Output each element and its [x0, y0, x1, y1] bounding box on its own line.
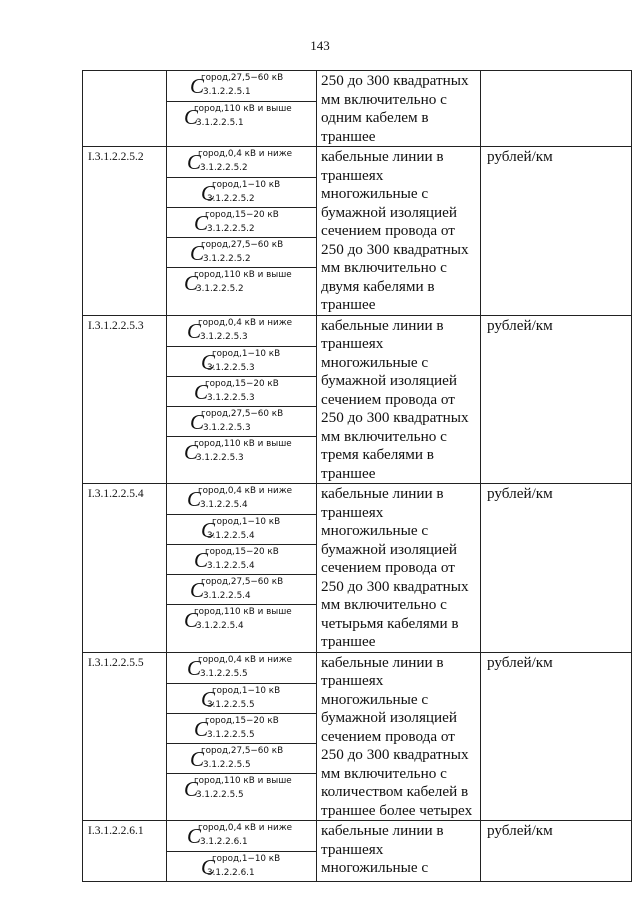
symbol-subscript: 3.1.2.2.5.3 [200, 331, 248, 342]
description-line: сечением провода от [321, 222, 455, 239]
table-row [83, 652, 632, 821]
symbol-superscript: город,110 кВ и выше [194, 270, 292, 280]
symbol-subscript: 3.1.2.2.5.2 [196, 284, 244, 294]
description-line: траншее [321, 464, 376, 482]
description [317, 71, 481, 147]
rate-symbol [167, 267, 316, 297]
symbol-subscript: 3.1.2.2.5.4 [200, 500, 248, 510]
description-line: 250 до 300 квадратных [321, 240, 469, 258]
description [317, 821, 481, 882]
symbol-letter: C [201, 181, 216, 205]
symbol-subscript: 3.1.2.2.5.3 [203, 422, 251, 433]
symbol-letter: C [201, 349, 216, 374]
description-line: двумя кабелями в [321, 277, 435, 295]
symbol-subscript: 3.1.2.2.5.4 [207, 561, 255, 571]
description-line: траншеях [321, 166, 384, 184]
symbol-superscript: город,15−20 кВ [205, 210, 279, 220]
rate-symbol [167, 544, 316, 574]
symbol-superscript: город,110 кВ и выше [194, 775, 292, 786]
description-line: сечением провода от [321, 390, 455, 408]
description-line: одним кабелем в [321, 109, 429, 126]
description-line: мм включительно с [321, 596, 447, 613]
symbol-subscript: 3.1.2.2.6.1 [200, 837, 248, 847]
description-line: мм включительно с [321, 90, 447, 108]
symbol-superscript: город,27,5−60 кВ [201, 408, 284, 419]
table-row [83, 147, 632, 316]
unit: рублей/км [481, 652, 632, 821]
table-row [83, 315, 632, 484]
rate-symbol [167, 484, 316, 514]
description-line: 250 до 300 квадратных [321, 72, 469, 89]
symbol-letter: C [184, 439, 199, 464]
symbol-subscript: 3.1.2.2.5.3 [207, 362, 255, 373]
symbol-subscript: 3.1.2.2.5.1 [203, 87, 251, 97]
symbol-cell [167, 315, 317, 484]
symbol-superscript: город,27,5−60 кВ [201, 745, 284, 756]
symbol-subscript: 3.1.2.2.5.2 [203, 254, 251, 264]
unit: рублей/км [481, 315, 632, 484]
rate-symbol [167, 147, 316, 177]
symbol-subscript: 3.1.2.2.5.5 [196, 789, 244, 800]
page-number: 143 [310, 38, 330, 53]
rate-symbol [167, 743, 316, 773]
symbol-superscript: город,1−10 кВ [212, 685, 281, 696]
rate-symbol [167, 346, 316, 376]
item-code: I.3.1.2.2.6.1 [83, 821, 167, 882]
symbol-superscript: город,1−10 кВ [212, 517, 281, 527]
item-code: I.3.1.2.2.5.4 [83, 484, 167, 653]
table-row [83, 484, 632, 653]
symbol-letter: C [194, 379, 209, 404]
symbol-superscript: город,0,4 кВ и ниже [198, 317, 293, 328]
symbol-letter: C [187, 655, 202, 680]
description-line: траншеях [321, 840, 384, 858]
description-line: траншеях [321, 672, 384, 689]
rate-symbol [167, 773, 316, 803]
item-code: I.3.1.2.2.5.3 [83, 315, 167, 484]
unit: рублей/км [481, 484, 632, 653]
symbol-letter: C [184, 608, 199, 632]
rate-symbol [167, 376, 316, 406]
unit: рублей/км [481, 147, 632, 316]
description-line: кабельные линии в [321, 316, 444, 334]
rate-symbol [167, 713, 316, 743]
symbol-superscript: город,1−10 кВ [212, 854, 281, 864]
rate-symbol [167, 821, 316, 851]
symbol-superscript: город,110 кВ и выше [194, 607, 292, 617]
rate-symbol [167, 653, 316, 683]
symbol-letter: C [187, 487, 202, 511]
symbol-letter: C [190, 74, 205, 98]
symbol-cell [167, 821, 317, 882]
description-line: траншее [321, 633, 376, 650]
description-line: 250 до 300 квадратных [321, 746, 469, 763]
symbol-letter: C [201, 686, 216, 711]
symbol-letter: C [190, 241, 205, 265]
description-line: количеством кабелей в [321, 783, 469, 800]
symbol-letter: C [194, 548, 209, 572]
table-row [83, 71, 632, 147]
symbol-superscript: город,15−20 кВ [205, 547, 279, 557]
description-line: бумажной изоляцией [321, 709, 458, 726]
description-line: сечением провода от [321, 727, 455, 745]
item-code: I.3.1.2.2.5.2 [83, 147, 167, 316]
symbol-cell [167, 484, 317, 653]
symbol-superscript: город,27,5−60 кВ [201, 577, 284, 587]
symbol-letter: C [184, 105, 199, 129]
symbol-letter: C [187, 150, 202, 174]
rates-table [82, 70, 632, 882]
symbol-cell [167, 147, 317, 316]
description-line: мм включительно с [321, 259, 447, 276]
symbol-subscript: 3.1.2.2.5.4 [203, 591, 251, 601]
description-line: 250 до 300 квадратных [321, 409, 469, 426]
symbol-cell [167, 652, 317, 821]
symbol-subscript: 3.1.2.2.5.3 [196, 452, 244, 463]
rate-symbol [167, 406, 316, 436]
symbol-superscript: город,1−10 кВ [212, 348, 281, 359]
symbol-letter: C [201, 518, 216, 542]
symbol-letter: C [190, 746, 205, 771]
symbol-letter: C [190, 409, 205, 434]
symbol-superscript: город,27,5−60 кВ [201, 240, 284, 250]
description [317, 484, 481, 653]
description-line: 250 до 300 квадратных [321, 577, 469, 595]
rate-symbol [167, 237, 316, 267]
symbol-letter: C [184, 271, 199, 295]
symbol-superscript: город,15−20 кВ [205, 378, 279, 389]
description-line: бумажной изоляцией [321, 372, 458, 389]
description-line: бумажной изоляцией [321, 203, 458, 221]
symbol-superscript: город,110 кВ и выше [194, 438, 292, 449]
description-line: многожильные с [321, 185, 429, 202]
symbol-subscript: 3.1.2.2.5.5 [200, 668, 248, 679]
rate-symbol [167, 101, 316, 131]
description-line: многожильные с [321, 690, 429, 708]
symbol-letter: C [201, 855, 216, 879]
rate-symbol [167, 514, 316, 544]
symbol-letter: C [194, 716, 209, 741]
symbol-superscript: город,27,5−60 кВ [201, 73, 284, 83]
description-line: тремя кабелями в [321, 446, 434, 463]
symbol-superscript: город,0,4 кВ и ниже [198, 654, 293, 665]
symbol-subscript: 3.1.2.2.5.5 [203, 759, 251, 770]
symbol-superscript: город,0,4 кВ и ниже [198, 823, 293, 833]
description-line: сечением провода от [321, 559, 455, 576]
symbol-subscript: 3.1.2.2.5.4 [207, 531, 255, 541]
description-line: кабельные линии в [321, 148, 444, 165]
rate-symbol [167, 574, 316, 604]
symbol-cell [167, 71, 317, 147]
symbol-superscript: город,15−20 кВ [205, 715, 279, 726]
description-line: кабельные линии в [321, 653, 444, 671]
unit [481, 71, 632, 147]
symbol-subscript: 3.1.2.2.5.1 [196, 118, 244, 128]
rate-symbol [167, 436, 316, 466]
description-line: мм включительно с [321, 427, 447, 445]
description-line: многожильные с [321, 859, 429, 876]
rate-symbol [167, 316, 316, 346]
symbol-subscript: 3.1.2.2.5.2 [207, 194, 255, 204]
description-line: траншеях [321, 503, 384, 521]
description-line: мм включительно с [321, 764, 447, 782]
table-body [83, 71, 632, 882]
description-line: многожильные с [321, 522, 429, 539]
symbol-superscript: город,1−10 кВ [212, 180, 281, 190]
rate-symbol [167, 851, 316, 881]
symbol-letter: C [184, 776, 199, 801]
item-code: I.3.1.2.2.5.5 [83, 652, 167, 821]
symbol-letter: C [187, 318, 202, 343]
symbol-subscript: 3.1.2.2.5.5 [207, 699, 255, 710]
description [317, 315, 481, 484]
symbol-subscript: 3.1.2.2.5.5 [207, 729, 255, 740]
description-line: траншее [321, 296, 376, 313]
symbol-subscript: 3.1.2.2.6.1 [207, 868, 255, 878]
item-code [83, 71, 167, 147]
rate-symbol [167, 207, 316, 237]
description-line: траншеях [321, 335, 384, 352]
description-line: траншее более четырех [321, 801, 473, 819]
description-line: траншее [321, 127, 376, 145]
description-line: многожильные с [321, 353, 429, 371]
description-line: кабельные линии в [321, 485, 444, 502]
description [317, 147, 481, 316]
table-row [83, 821, 632, 882]
symbol-subscript: 3.1.2.2.5.3 [207, 392, 255, 403]
symbol-superscript: город,0,4 кВ и ниже [198, 149, 293, 159]
symbol-superscript: город,110 кВ и выше [194, 104, 292, 114]
symbol-subscript: 3.1.2.2.5.2 [200, 163, 248, 173]
rate-symbol [167, 604, 316, 634]
symbol-letter: C [194, 211, 209, 235]
rate-symbol [167, 71, 316, 101]
description-line: четырьмя кабелями в [321, 614, 459, 632]
symbol-subscript: 3.1.2.2.5.4 [196, 621, 244, 631]
symbol-letter: C [187, 824, 202, 848]
unit: рублей/км [481, 821, 632, 882]
symbol-letter: C [190, 578, 205, 602]
rate-symbol [167, 683, 316, 713]
rate-symbol [167, 177, 316, 207]
symbol-subscript: 3.1.2.2.5.2 [207, 224, 255, 234]
description-line: кабельные линии в [321, 822, 444, 839]
description-line: бумажной изоляцией [321, 540, 458, 558]
description [317, 652, 481, 821]
symbol-superscript: город,0,4 кВ и ниже [198, 486, 293, 496]
